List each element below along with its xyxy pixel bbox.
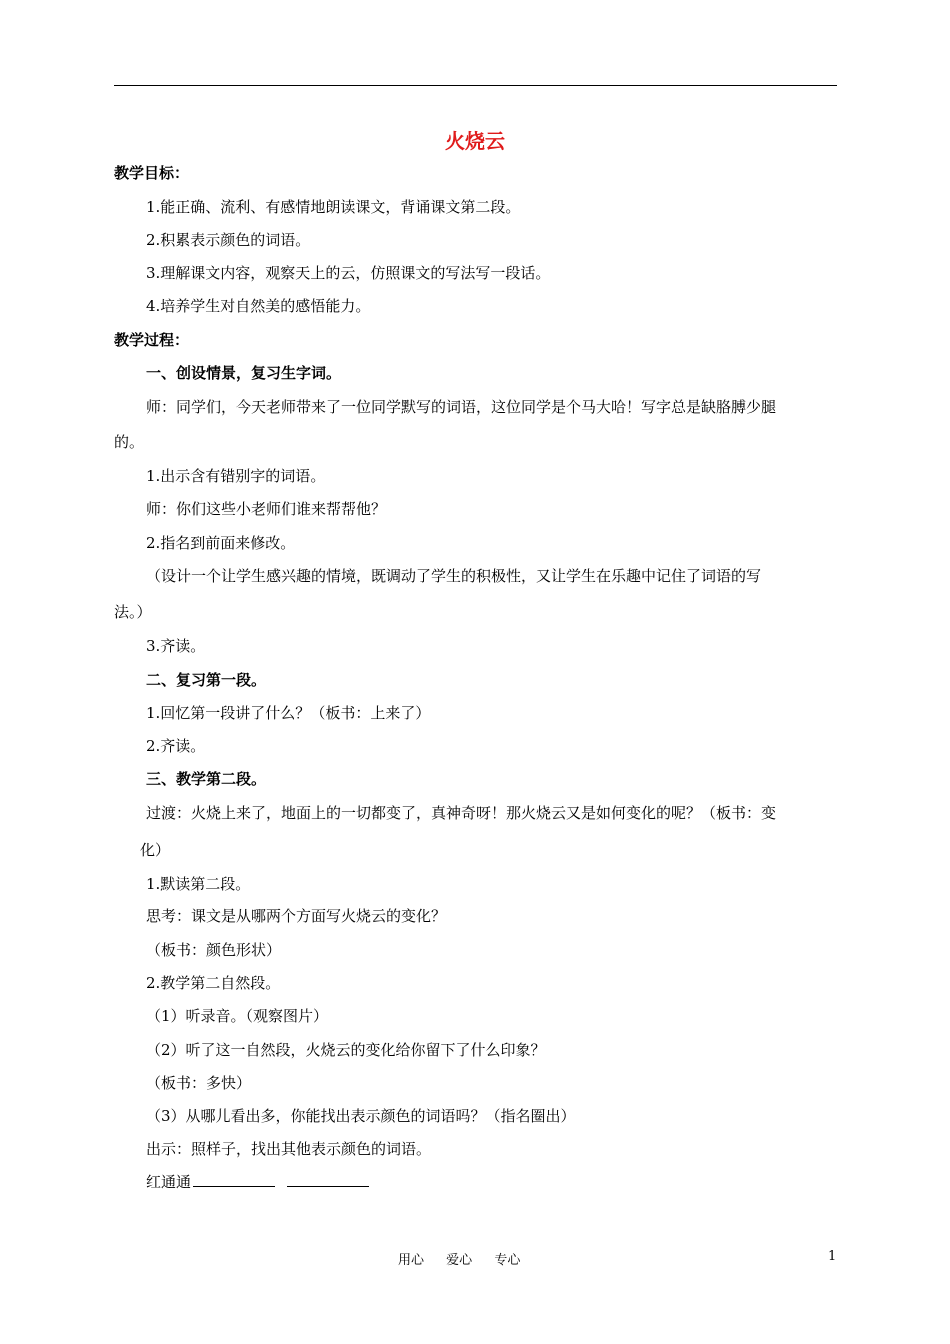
answer-blank	[287, 1172, 369, 1187]
body-line: 1.出示含有错别字的词语。	[146, 467, 326, 485]
body-line: 思考：课文是从哪两个方面写火烧云的变化？	[146, 907, 447, 925]
footer-word: 用心	[398, 1253, 425, 1268]
body-line: 师：你们这些小老师们谁来帮帮他？	[146, 500, 387, 518]
body-line: 过渡：火烧上来了，地面上的一切都变了，真神奇呀！那火烧云又是如何变化的呢？（板书：变	[146, 804, 777, 822]
example-word: 红通通	[146, 1173, 192, 1191]
body-line: 3.齐读。	[146, 637, 206, 655]
body-line: 2.指名到前面来修改。	[146, 534, 296, 552]
goal-item: 3.理解课文内容，观察天上的云，仿照课文的写法写一段话。	[146, 264, 551, 282]
goals-heading: 教学目标：	[114, 164, 190, 182]
body-line: 化）	[140, 841, 171, 859]
body-line: （板书：多快）	[146, 1074, 252, 1092]
header-rule	[114, 85, 837, 86]
body-line: 1.默读第二段。	[146, 875, 251, 893]
goal-item: 4.培养学生对自然美的感悟能力。	[146, 297, 371, 315]
body-line: 出示：照样子，找出其他表示颜色的词语。	[146, 1140, 432, 1158]
answer-blank	[193, 1172, 275, 1187]
page-title: 火烧云	[445, 129, 505, 153]
body-line: 的。	[114, 433, 145, 451]
footer-motto	[398, 1249, 538, 1268]
goal-item: 2.积累表示颜色的词语。	[146, 231, 311, 249]
body-line: 1.回忆第一段讲了什么？（板书：上来了）	[146, 704, 431, 722]
body-line: （设计一个让学生感兴趣的情境，既调动了学生的积极性，又让学生在乐趣中记住了词语的写	[146, 567, 762, 585]
section-heading: 一、创设情景，复习生字词。	[146, 364, 342, 382]
body-line: 法。）	[114, 603, 152, 621]
goal-item: 1.能正确、流利、有感情地朗读课文，背诵课文第二段。	[146, 198, 521, 216]
footer-word: 爱心	[446, 1253, 473, 1268]
fill-blank-line	[146, 1172, 871, 1192]
section-heading: 三、教学第二段。	[146, 770, 267, 788]
body-line: （2）听了这一自然段，火烧云的变化给你留下了什么印象？	[146, 1041, 546, 1059]
footer-word: 专心	[494, 1253, 521, 1268]
page-number: 1	[828, 1249, 837, 1264]
body-line: 2.教学第二自然段。	[146, 974, 281, 992]
body-line: 2.齐读。	[146, 737, 206, 755]
body-line: （1）听录音。（观察图片）	[146, 1007, 329, 1025]
process-heading: 教学过程：	[114, 331, 190, 349]
body-line: （板书：颜色形状）	[146, 941, 282, 959]
body-line: （3）从哪儿看出多，你能找出表示颜色的词语吗？（指名圈出）	[146, 1107, 576, 1125]
body-line: 师：同学们，今天老师带来了一位同学默写的词语，这位同学是个马大哈！写字总是缺胳膊少腿	[146, 398, 777, 416]
section-heading: 二、复习第一段。	[146, 671, 267, 689]
